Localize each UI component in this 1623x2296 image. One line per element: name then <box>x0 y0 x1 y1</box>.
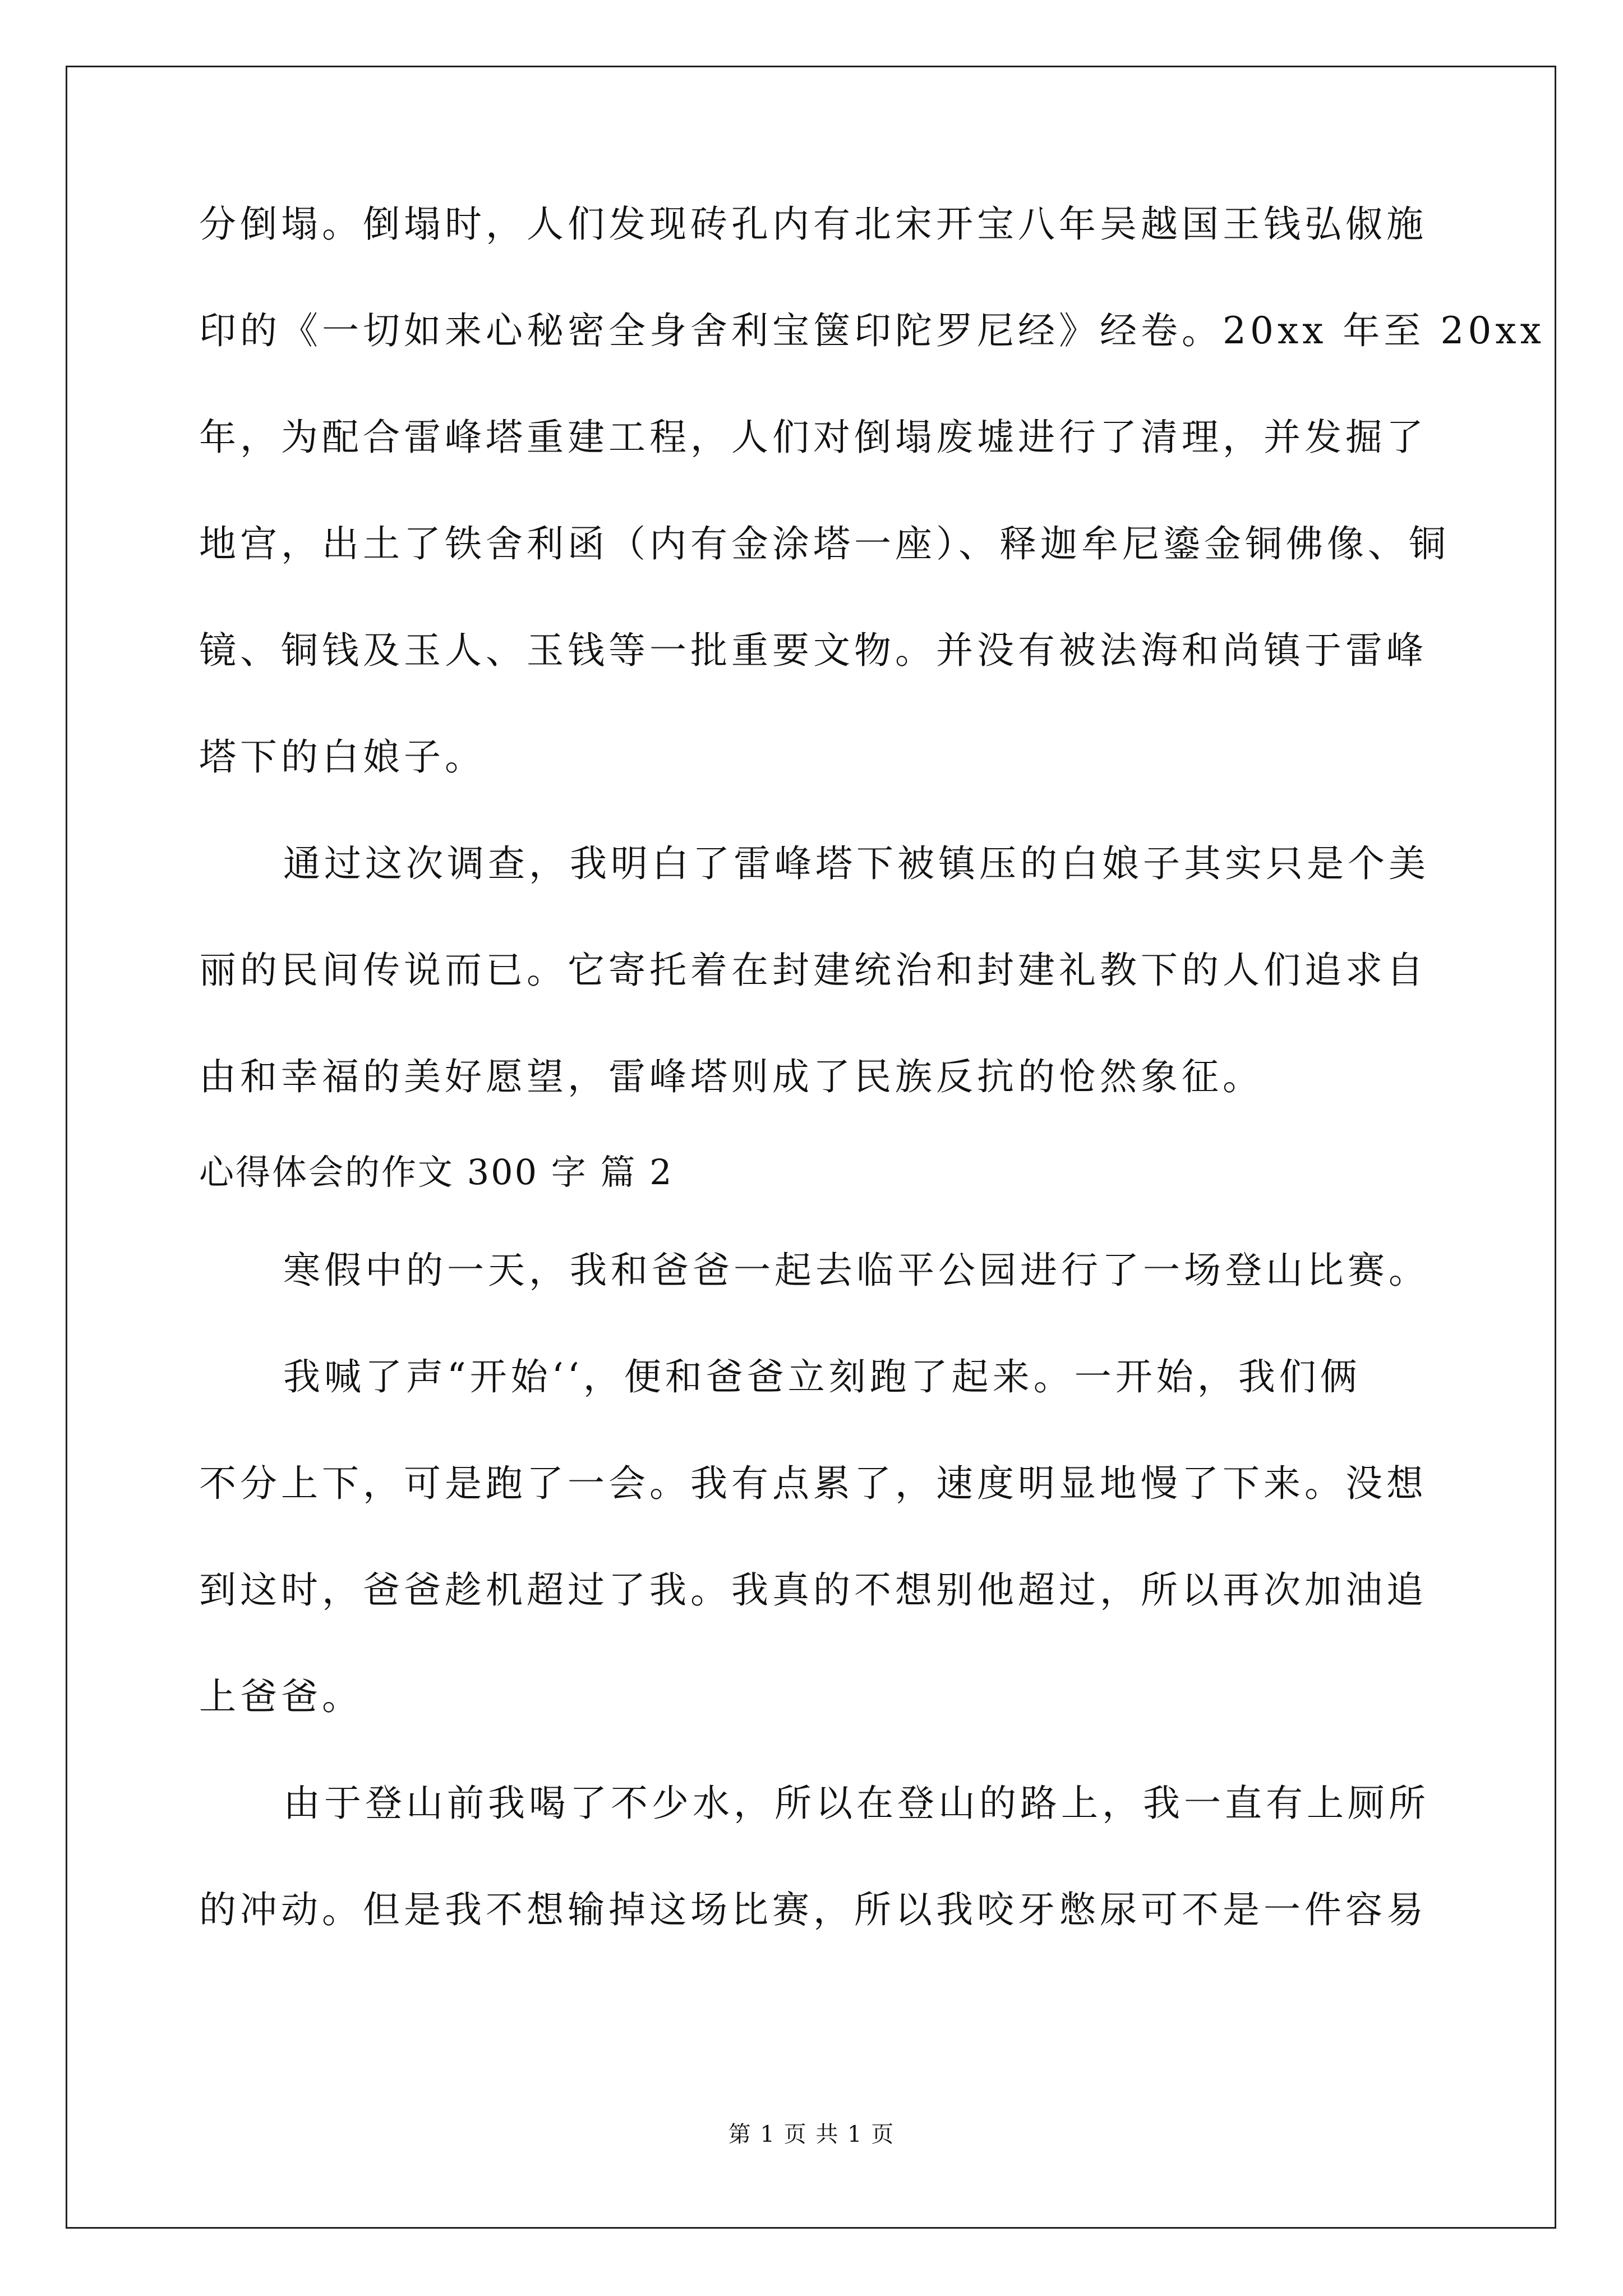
paragraph-line: 地宫，出土了铁舍利函（内有金涂塔一座）、释迦牟尼鎏金铜佛像、铜 <box>199 522 1450 565</box>
paragraph-line: 分倒塌。倒塌时，人们发现砖孔内有北宋开宝八年吴越国王钱弘俶施 <box>199 203 1427 246</box>
paragraph-line: 到这时，爸爸趁机超过了我。我真的不想别他超过，所以再次加油追 <box>199 1568 1427 1612</box>
paragraph-line: 镜、铜钱及玉人、玉钱等一批重要文物。并没有被法海和尚镇于雷峰 <box>199 629 1427 672</box>
paragraph-line: 塔下的白娘子。 <box>199 735 486 779</box>
paragraph-line: 由于登山前我喝了不少水，所以在登山的路上，我一直有上厕所 <box>283 1782 1430 1825</box>
paragraph-line: 不分上下，可是跑了一会。我有点累了，速度明显地慢了下来。没想 <box>199 1462 1427 1505</box>
paragraph-line: 通过这次调查，我明白了雷峰塔下被镇压的白娘子其实只是个美 <box>283 842 1430 885</box>
paragraph-line: 寒假中的一天，我和爸爸一起去临平公园进行了一场登山比赛。 <box>283 1249 1430 1292</box>
paragraph-line: 年，为配合雷峰塔重建工程，人们对倒塌废墟进行了清理，并发掘了 <box>199 416 1427 459</box>
section-heading: 心得体会的作文 300 字 篇 2 <box>199 1152 674 1193</box>
paragraph-line: 我喊了声“开始‘‘，便和爸爸立刻跑了起来。一开始，我们俩 <box>283 1355 1361 1398</box>
paragraph-line: 丽的民间传说而已。它寄托着在封建统治和封建礼教下的人们追求自 <box>199 949 1427 992</box>
paragraph-line: 的冲动。但是我不想输掉这场比赛，所以我咬牙憋尿可不是一件容易 <box>199 1888 1427 1931</box>
paragraph-line: 印的《一切如来心秘密全身舍利宝箧印陀罗尼经》经卷。20xx 年至 20xx <box>199 309 1545 352</box>
page-footer: 第 1 页 共 1 页 <box>728 2122 895 2147</box>
paragraph-line: 上爸爸。 <box>199 1675 363 1718</box>
paragraph-line: 由和幸福的美好愿望，雷峰塔则成了民族反抗的怆然象征。 <box>199 1055 1264 1098</box>
